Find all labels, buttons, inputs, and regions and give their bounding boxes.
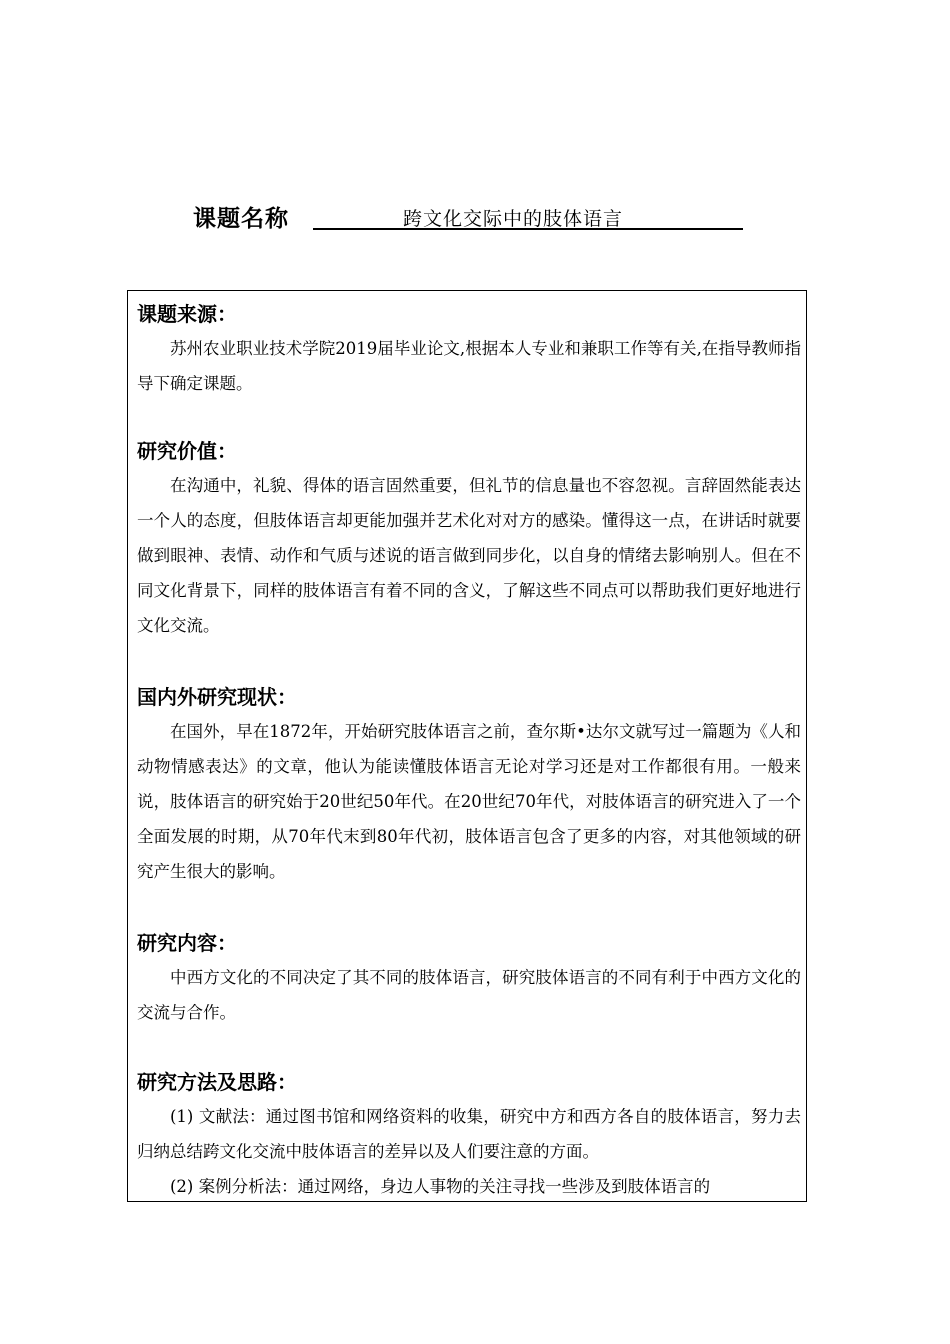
section-heading: 研究内容： [137,931,237,955]
section-paragraph: 在国外，早在1872年，开始研究肢体语言之前，查尔斯•达尔文就写过一篇题为《人和动物情感表达》的文章，他认为能读懂肢体语言无论对学习还是对工作都很有用。一般来说，肢体语言的研究始于20世纪50年代。在20世纪70年代，对肢体语言的研究进入了一个全面发展的时期，从70年代末到80年代初，肢体语言包含了更多的内容，对其他领域的研究产生很大的影响。 [137,722,801,881]
section-paragraph: 苏州农业职业技术学院2019届毕业论文,根据本人专业和兼职工作等有关,在指导教师指导下确定课题。 [137,339,801,393]
section-heading: 国内外研究现状： [137,685,297,709]
proposal-box [127,290,807,1202]
section-heading: 研究方法及思路： [137,1070,297,1094]
section-paragraph: (2) 案例分析法：通过网络，身边人事物的关注寻找一些涉及到肢体语言的 [170,1177,711,1196]
section-value [137,434,801,643]
section-paragraph: 在沟通中，礼貌、得体的语言固然重要，但礼节的信息量也不容忽视。言辞固然能表达一个人的态度，但肢体语言却更能加强并艺术化对对方的感染。懂得这一点，在讲话时就要做到眼神、表情、动作和气质与述说的语言做到同步化，以自身的情绪去影响别人。但在不同文化背景下，同样的肢体语言有着不同的含义，了解这些不同点可以帮助我们更好地进行文化交流。 [137,476,801,635]
title-value: 跨文化交际中的肢体语言 [403,208,624,230]
title-label: 课题名称 [193,206,289,232]
section-paragraph: 中西方文化的不同决定了其不同的肢体语言，研究肢体语言的不同有利于中西方文化的交流与合作。 [137,968,801,1022]
section-source [137,297,801,401]
section-content [137,926,801,1030]
section-paragraph: (1) 文献法：通过图书馆和网络资料的收集，研究中方和西方各自的肢体语言，努力去归纳总结跨文化交流中肢体语言的差异以及人们要注意的方面。 [137,1107,801,1161]
section-heading: 研究价值： [137,439,237,463]
title-row [193,196,753,236]
section-heading: 课题来源： [137,302,237,326]
section-method [137,1065,801,1202]
section-status [137,680,801,889]
